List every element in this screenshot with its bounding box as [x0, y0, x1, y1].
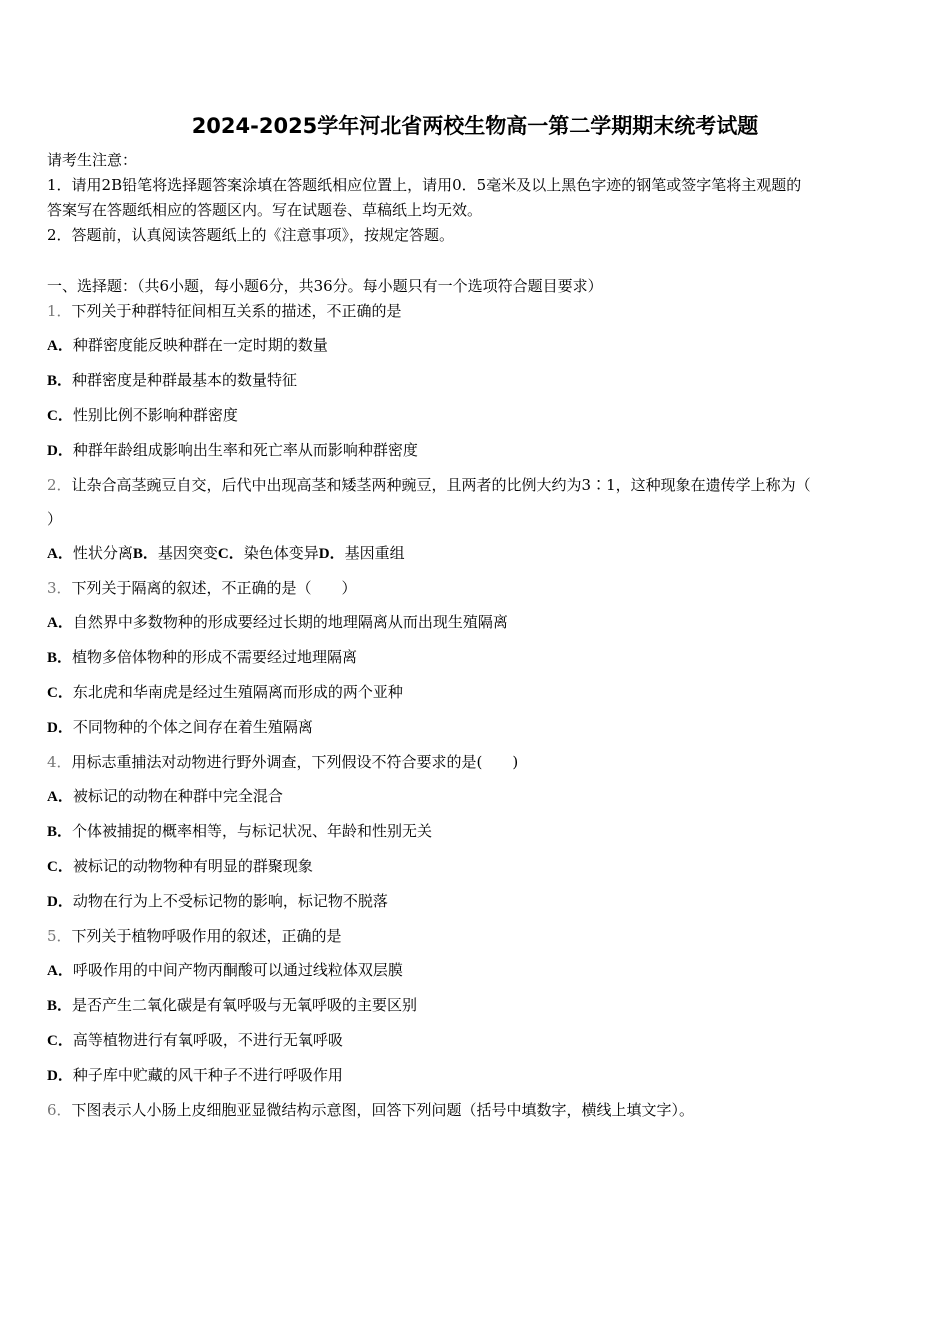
note-line: 1．请用2B铅笔将选择题答案涂填在答题纸相应位置上，请用0．5毫米及以上黑色字迹的钢笔或签字笔将主观题的	[47, 176, 802, 194]
option	[47, 710, 907, 745]
option-letter: B．	[47, 650, 73, 666]
option-text: 种群密度能反映种群在一定时期的数量	[72, 336, 328, 354]
notes-heading: 请考生注意：	[47, 151, 138, 169]
question-stem	[47, 294, 907, 328]
question-stem	[47, 919, 907, 953]
option	[47, 398, 907, 433]
option-text: 动物在行为上不受标记物的影响，标记物不脱落	[72, 892, 388, 910]
question-text: 下列关于种群特征间相互关系的描述，不正确的是	[71, 302, 402, 320]
option	[47, 953, 907, 988]
option-letter: C．	[47, 408, 73, 424]
option	[47, 605, 907, 640]
option-letter: D．	[47, 443, 73, 459]
question-number: 1．	[47, 302, 72, 320]
option-letter: A．	[47, 338, 73, 354]
option-text: 性别比例不影响种群密度	[72, 406, 238, 424]
option-letter: B．	[132, 546, 158, 562]
option	[47, 433, 907, 468]
option	[47, 779, 907, 814]
option-letter: D．	[318, 546, 345, 562]
option-letter: A．	[47, 615, 73, 631]
option-text: 被标记的动物物种有明显的群聚现象	[72, 857, 313, 875]
option-text: 不同物种的个体之间存在着生殖隔离	[72, 718, 313, 736]
option-text: 植物多倍体物种的形成不需要经过地理隔离	[72, 648, 358, 666]
option-letter: A．	[47, 546, 73, 562]
option-letter: D．	[47, 1068, 73, 1084]
question-text: 让杂合高茎豌豆自交，后代中出现高茎和矮茎两种豌豆，且两者的比例大约为3∶1，这种现象在遗传学上称为（	[71, 476, 811, 494]
option-text: 是否产生二氧化碳是有氧呼吸与无氧呼吸的主要区别	[72, 996, 418, 1014]
option	[47, 363, 907, 398]
option	[47, 884, 907, 919]
option	[47, 675, 907, 710]
question-text: 下图表示人小肠上皮细胞亚显微结构示意图，回答下列问题（括号中填数字，横线上填文字）。	[71, 1101, 695, 1119]
option-text: 高等植物进行有氧呼吸，不进行无氧呼吸	[72, 1031, 343, 1049]
option-text: 个体被捕捉的概率相等，与标记状况、年龄和性别无关	[72, 822, 433, 840]
option	[47, 814, 907, 849]
option-letter: A．	[47, 963, 73, 979]
question-stem	[47, 468, 907, 502]
option-letter: C．	[47, 859, 73, 875]
question-number: 6．	[47, 1101, 72, 1119]
option-letter: B．	[47, 824, 73, 840]
question-list	[47, 294, 907, 1127]
question-number: 2．	[47, 476, 72, 494]
question-number: 4．	[47, 753, 72, 771]
question-number: 3．	[47, 579, 72, 597]
option-text: 染色体变异	[243, 544, 319, 562]
exam-notes	[47, 148, 907, 248]
note-line: 答案写在答题纸相应的答题区内。写在试题卷、草稿纸上均无效。	[47, 201, 483, 219]
option-letter: D．	[47, 720, 73, 736]
option-text: 基因突变	[157, 544, 218, 562]
option-text: 基因重组	[344, 544, 405, 562]
option-letter: C．	[47, 685, 73, 701]
option-letter: D．	[47, 894, 73, 910]
option-text: 呼吸作用的中间产物丙酮酸可以通过线粒体双层膜	[72, 961, 403, 979]
option-row	[47, 536, 907, 571]
note-line: 2．答题前，认真阅读答题纸上的《注意事项》，按规定答题。	[47, 226, 455, 244]
option	[47, 640, 907, 675]
option-text: 性状分离	[72, 544, 133, 562]
question-stem	[47, 745, 907, 779]
question-stem	[47, 571, 907, 605]
option-letter: A．	[47, 789, 73, 805]
section-heading: 一、选择题：（共6小题，每小题6分，共36分。每小题只有一个选项符合题目要求）	[47, 277, 603, 295]
question-stem-continued: ）	[47, 510, 63, 528]
question-stem	[47, 1093, 907, 1127]
option	[47, 1058, 907, 1093]
option-text: 东北虎和华南虎是经过生殖隔离而形成的两个亚种	[72, 683, 403, 701]
option	[47, 1023, 907, 1058]
option-letter: C．	[217, 546, 244, 562]
option	[47, 988, 907, 1023]
page-title: 2024-2025学年河北省两校生物高一第二学期期末统考试题	[191, 114, 759, 138]
question-text: 下列关于隔离的叙述，不正确的是（ ）	[71, 579, 357, 597]
question-text: 下列关于植物呼吸作用的叙述，正确的是	[71, 927, 342, 945]
option-text: 自然界中多数物种的形成要经过长期的地理隔离从而出现生殖隔离	[72, 613, 508, 631]
option-text: 种群密度是种群最基本的数量特征	[72, 371, 298, 389]
option-letter: B．	[47, 998, 73, 1014]
option-text: 种子库中贮藏的风干种子不进行呼吸作用	[72, 1066, 343, 1084]
option-letter: B．	[47, 373, 73, 389]
option-letter: C．	[47, 1033, 73, 1049]
option-text: 被标记的动物在种群中完全混合	[72, 787, 283, 805]
option	[47, 849, 907, 884]
question-number: 5．	[47, 927, 72, 945]
option-text: 种群年龄组成影响出生率和死亡率从而影响种群密度	[72, 441, 418, 459]
question-text: 用标志重捕法对动物进行野外调查，下列假设不符合要求的是( )	[71, 753, 519, 771]
option	[47, 328, 907, 363]
